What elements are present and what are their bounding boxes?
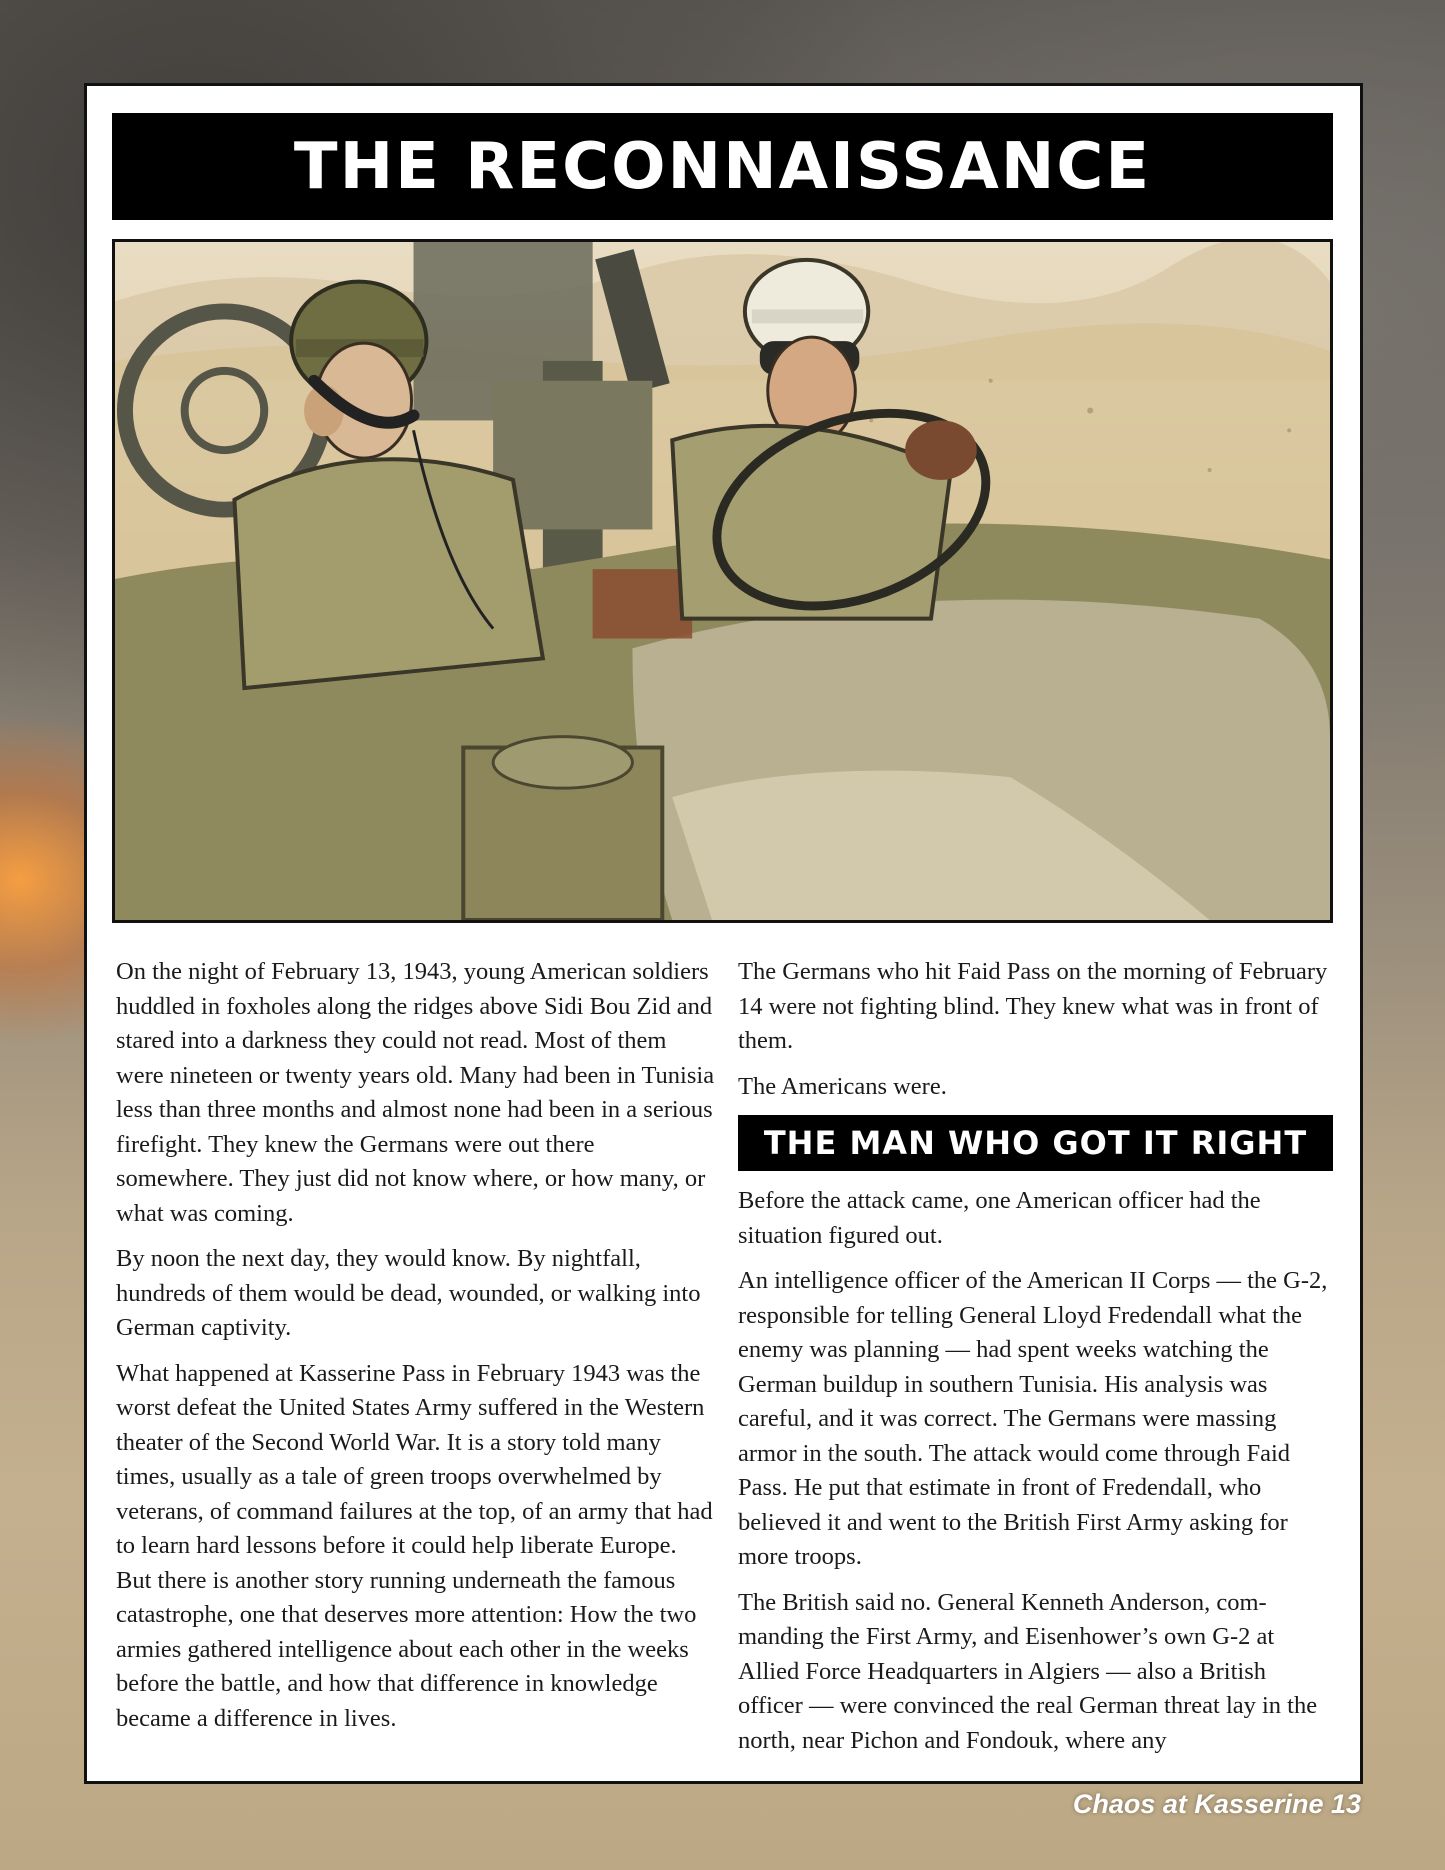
paragraph: The British said no. General Kenneth Anderson, commanding the First Army, and Eisenhower’s own G-2 at Allied Force Headquarters in Algiers — also a British officer — were convinced the real German threat lay in the north, near Pichon and Fondouk, where any <box>738 1588 1318 1754</box>
paragraph: The Americans were. <box>738 1072 947 1100</box>
paragraph: The Germans who hit Faid Pass on the morning of February 14 were not fighting blind. They knew what was in front of them. <box>738 958 1328 1054</box>
subheading: THE MAN WHO GOT IT RIGHT <box>763 1123 1308 1162</box>
subheading-banner <box>738 1115 1333 1171</box>
page-footer: Chaos at Kasserine 13 <box>1072 1789 1361 1819</box>
paragraph: By noon the next day, they would know. By nightfall, hundreds of them would be dead, wounded, or walking into German captivity. <box>116 1245 701 1341</box>
column-left <box>116 955 716 1747</box>
paragraph: On the night of February 13, 1943, young American soldiers huddled in foxholes along the ridges above Sidi Bou Zid and stared into a darkness they could not read. Most of them were nineteen or twenty years old. Many had been in Tunisia less than three months and almost none had been in a serious firefight. They knew the Germans were out there somewhere. They just did not know where, or how many, or what was coming. <box>116 958 715 1227</box>
jeep-illustration <box>112 239 1333 923</box>
paragraph: Before the attack came, one American officer had the situation figured out. <box>738 1187 1261 1249</box>
page-title: THE RECONNAISSANCE <box>293 129 1152 204</box>
paragraph: What happened at Kasserine Pass in February 1943 was the worst defeat the United States Army suffered in the Western theater of the Second World War. It is a story told many times, usually as a tale of green troops overwhelmed by veterans, of command failures at the top, of an army that had to learn hard lessons before it could help liberate Europe. But there is another story running underneath the famous catastrophe, one that deserves more attention: How the two armies gathered intelligence about each other in the weeks before the battle, and how that difference in knowledge became a difference in lives. <box>116 1359 713 1732</box>
paragraph: An intelligence officer of the American II Corps — the G-2, responsible for telling General Lloyd Fredendall what the enemy was planning — had spent weeks watching the German buildup in southern Tunisia. His analysis was careful, and it was correct. The Germans were massing armor in the south. The attack would come through Faid Pass. He put that estimate in front of Fredendall, who believed it and went to the British First Army asking for more troops. <box>738 1267 1328 1570</box>
title-banner <box>112 113 1333 220</box>
column-right <box>738 955 1333 1769</box>
